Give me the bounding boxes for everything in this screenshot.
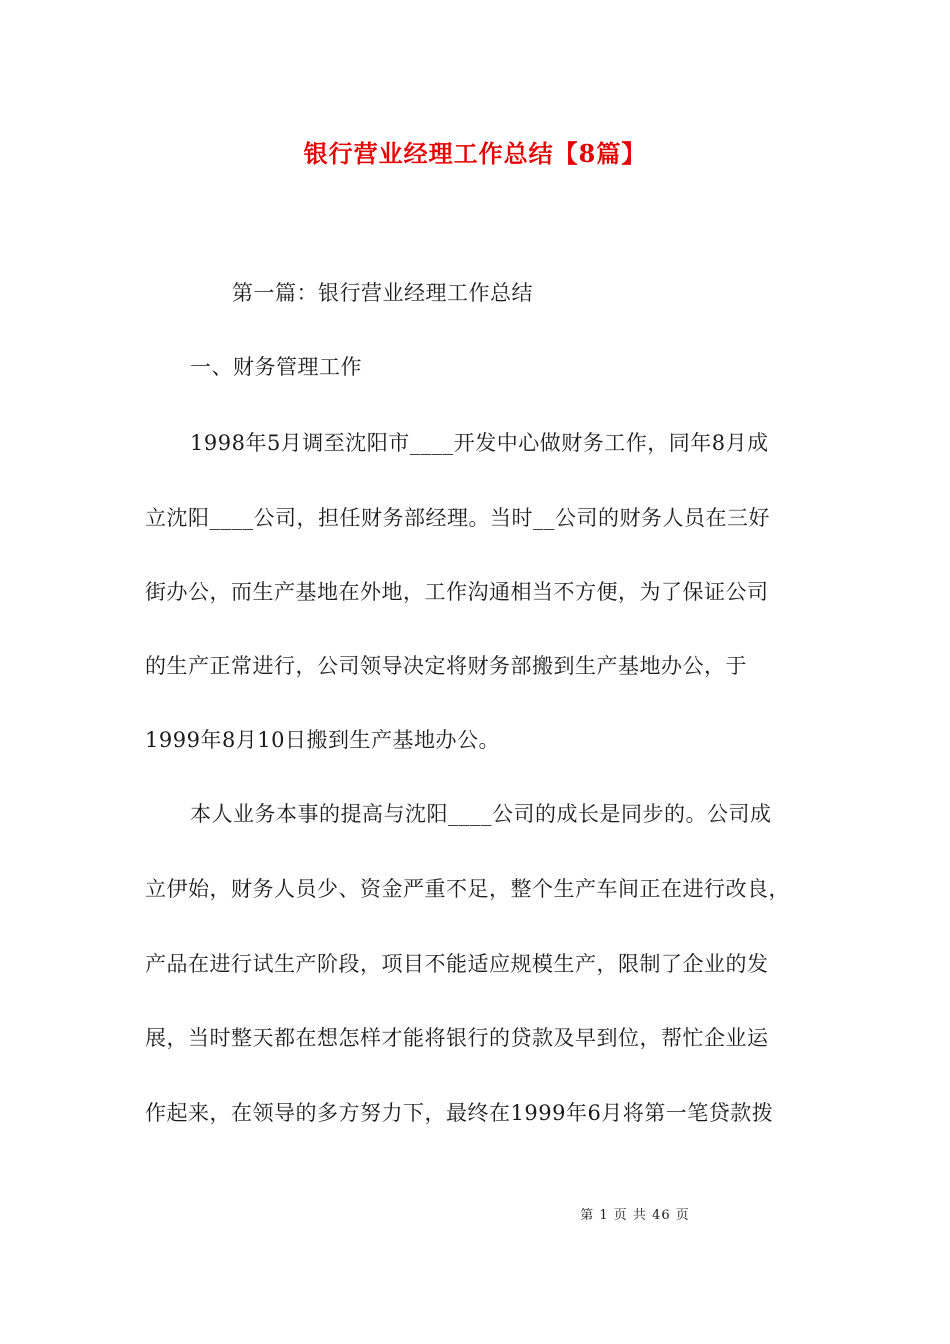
paragraph-2-line-1: 本人业务本事的提高与沈阳____公司的成长是同步的。公司成 [190,802,772,826]
paragraph-2-line-5: 作起来，在领导的多方努力下，最终在1999年6月将第一笔贷款拨 [145,1101,774,1125]
paragraph-1-line-2: 立沈阳____公司，担任财务部经理。当时__公司的财务人员在三好 [145,506,770,530]
section-heading: 第一篇：银行营业经理工作总结 [232,281,533,305]
paragraph-1-line-4: 的生产正常进行，公司领导决定将财务部搬到生产基地办公，于 [145,654,747,678]
paragraph-2-line-3: 产品在进行试生产阶段，项目不能适应规模生产，限制了企业的发 [145,952,769,976]
subsection-heading: 一、财务管理工作 [190,355,362,379]
paragraph-2-line-4: 展，当时整天都在想怎样才能将银行的贷款及早到位，帮忙企业运 [145,1026,769,1050]
paragraph-2-line-2: 立伊始，财务人员少、资金严重不足，整个生产车间正在进行改良， [145,877,790,901]
paragraph-1-line-5: 1999年8月10日搬到生产基地办公。 [145,728,501,752]
paragraph-1-line-1: 1998年5月调至沈阳市____开发中心做财务工作，同年8月成 [190,431,769,455]
page-number-footer: 第 1 页 共 46 页 [580,1208,690,1223]
paragraph-1-line-3: 街办公，而生产基地在外地，工作沟通相当不方便，为了保证公司 [145,580,769,604]
document-title: 银行营业经理工作总结【8篇】 [303,139,647,168]
